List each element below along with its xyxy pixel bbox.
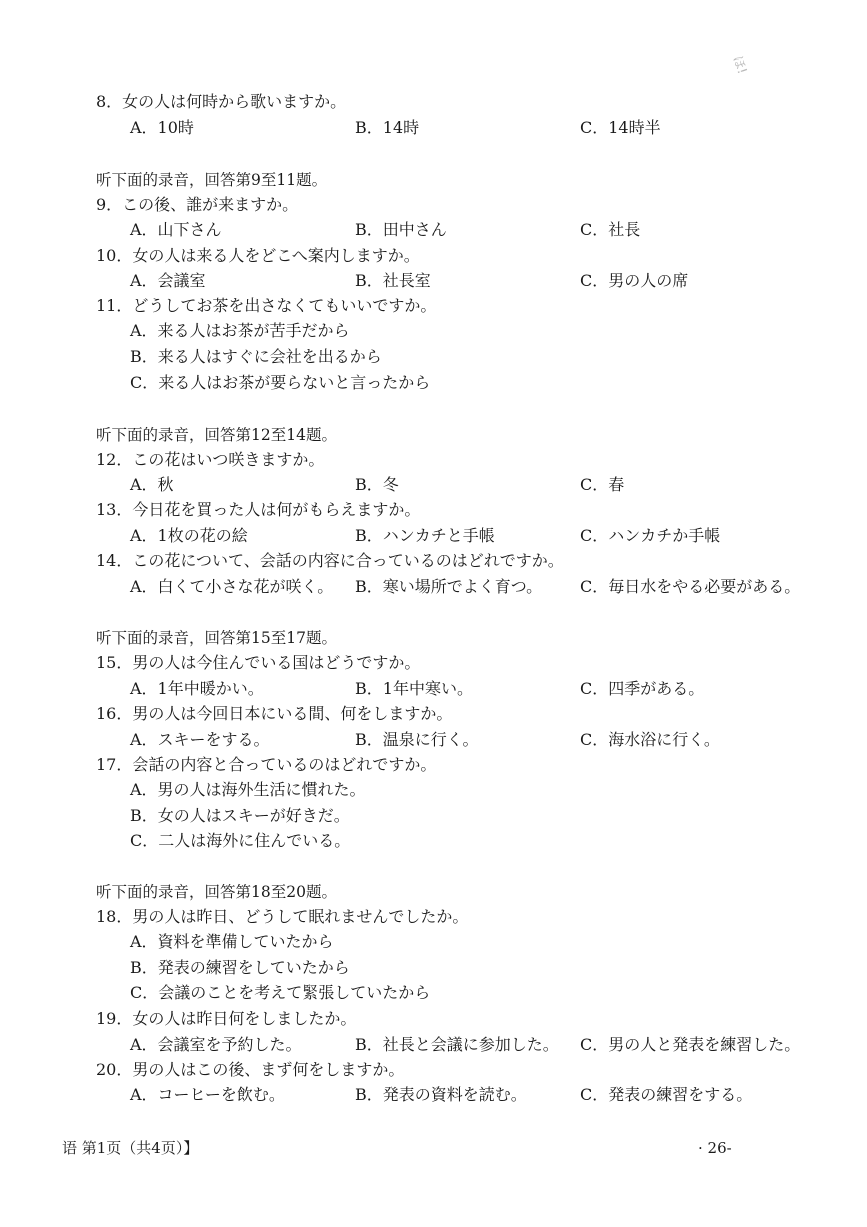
section-heading-12-14: 听下面的录音，回答第12至14题。 (96, 426, 337, 444)
page-number: · 26- (698, 1139, 732, 1157)
question-18-option-c: C．会議のことを考えて緊張していたから (130, 983, 431, 1002)
question-8-option-b: B．14時 (355, 118, 420, 137)
question-8-option-a: A．10時 (130, 118, 194, 137)
question-20-option-c: C．発表の練習をする。 (580, 1085, 753, 1104)
question-11-option-b: B．来る人はすぐに会社を出るから (130, 347, 382, 366)
section-heading-18-20: 听下面的录音，回答第18至20题。 (96, 883, 337, 901)
question-10-option-c: C．男の人の席 (580, 271, 689, 290)
question-13-option-c: C．ハンカチか手帳 (580, 526, 721, 545)
page-footer-left: 语 第1页（共4页）】 (62, 1139, 199, 1157)
question-17-option-a: A．男の人は海外生活に慣れた。 (130, 780, 366, 799)
question-18-option-b: B．発表の練習をしていたから (130, 958, 350, 977)
question-17-option-c: C．二人は海外に住んでいる。 (130, 831, 351, 850)
question-11-stem: 11．どうしてお茶を出さなくてもいいですか。 (96, 296, 437, 315)
question-12-option-a: A．秋 (130, 475, 174, 494)
question-13-stem: 13．今日花を買った人は何がもらえますか。 (96, 500, 421, 519)
question-10-option-b: B．社長室 (355, 271, 431, 290)
question-9-option-a: A．山下さん (130, 220, 222, 239)
section-heading-9-11: 听下面的录音，回答第9至11题。 (96, 171, 328, 189)
question-16-option-c: C．海水浴に行く。 (580, 730, 720, 749)
question-13-option-b: B．ハンカチと手帳 (355, 526, 495, 545)
question-18-option-a: A．資料を準備していたから (130, 932, 334, 951)
question-19-option-c: C．男の人と発表を練習した。 (580, 1035, 801, 1054)
question-20-stem: 20．男の人はこの後、まず何をしますか。 (96, 1060, 405, 1079)
question-11-option-a: A．来る人はお茶が苦手だから (130, 321, 350, 340)
question-15-option-b: B．1年中寒い。 (355, 679, 473, 698)
question-19-option-a: A．会議室を予約した。 (130, 1035, 302, 1054)
question-15-option-a: A．1年中暖かい。 (130, 679, 264, 698)
section-heading-15-17: 听下面的录音，回答第15至17题。 (96, 629, 337, 647)
question-15-option-c: C．四季がある。 (580, 679, 705, 698)
question-8-option-c: C．14時半 (580, 118, 661, 137)
question-14-stem: 14．この花について、会話の内容に合っているのはどれですか。 (96, 551, 564, 570)
question-17-option-b: B．女の人はスキーが好きだ。 (130, 806, 350, 825)
question-12-option-c: C．春 (580, 475, 625, 494)
question-20-option-a: A．コーヒーを飲む。 (130, 1085, 285, 1104)
question-17-stem: 17．会話の内容と合っているのはどれですか。 (96, 755, 437, 774)
question-12-option-b: B．冬 (355, 475, 399, 494)
question-14-option-a: A．白くて小さな花が咲く。 (130, 577, 334, 596)
question-9-stem: 9．この後、誰が来ますか。 (96, 195, 299, 214)
question-15-stem: 15．男の人は今住んでいる国はどうですか。 (96, 653, 421, 672)
question-8-stem: 8．女の人は何時から歌いますか。 (96, 92, 347, 111)
question-16-option-a: A．スキーをする。 (130, 730, 270, 749)
question-12-stem: 12．この花はいつ咲きますか。 (96, 450, 325, 469)
question-19-option-b: B．社長と会議に参加した。 (355, 1035, 559, 1054)
question-14-option-c: C．毎日水をやる必要がある。 (580, 577, 801, 596)
question-16-stem: 16．男の人は今回日本にいる間、何をしますか。 (96, 704, 453, 723)
question-10-stem: 10．女の人は来る人をどこへ案内しますか。 (96, 246, 420, 265)
question-10-option-a: A．会議室 (130, 271, 206, 290)
question-14-option-b: B．寒い場所でよく育つ。 (355, 577, 543, 596)
question-9-option-b: B．田中さん (355, 220, 447, 239)
question-16-option-b: B．温泉に行く。 (355, 730, 479, 749)
handwritten-mark: ほ! (729, 54, 750, 77)
question-13-option-a: A．1枚の花の絵 (130, 526, 248, 545)
question-18-stem: 18．男の人は昨日、どうして眠れませんでしたか。 (96, 907, 469, 926)
question-20-option-b: B．発表の資料を読む。 (355, 1085, 527, 1104)
question-19-stem: 19．女の人は昨日何をしましたか。 (96, 1009, 357, 1028)
question-11-option-c: C．来る人はお茶が要らないと言ったから (130, 373, 431, 392)
question-9-option-c: C．社長 (580, 220, 641, 239)
